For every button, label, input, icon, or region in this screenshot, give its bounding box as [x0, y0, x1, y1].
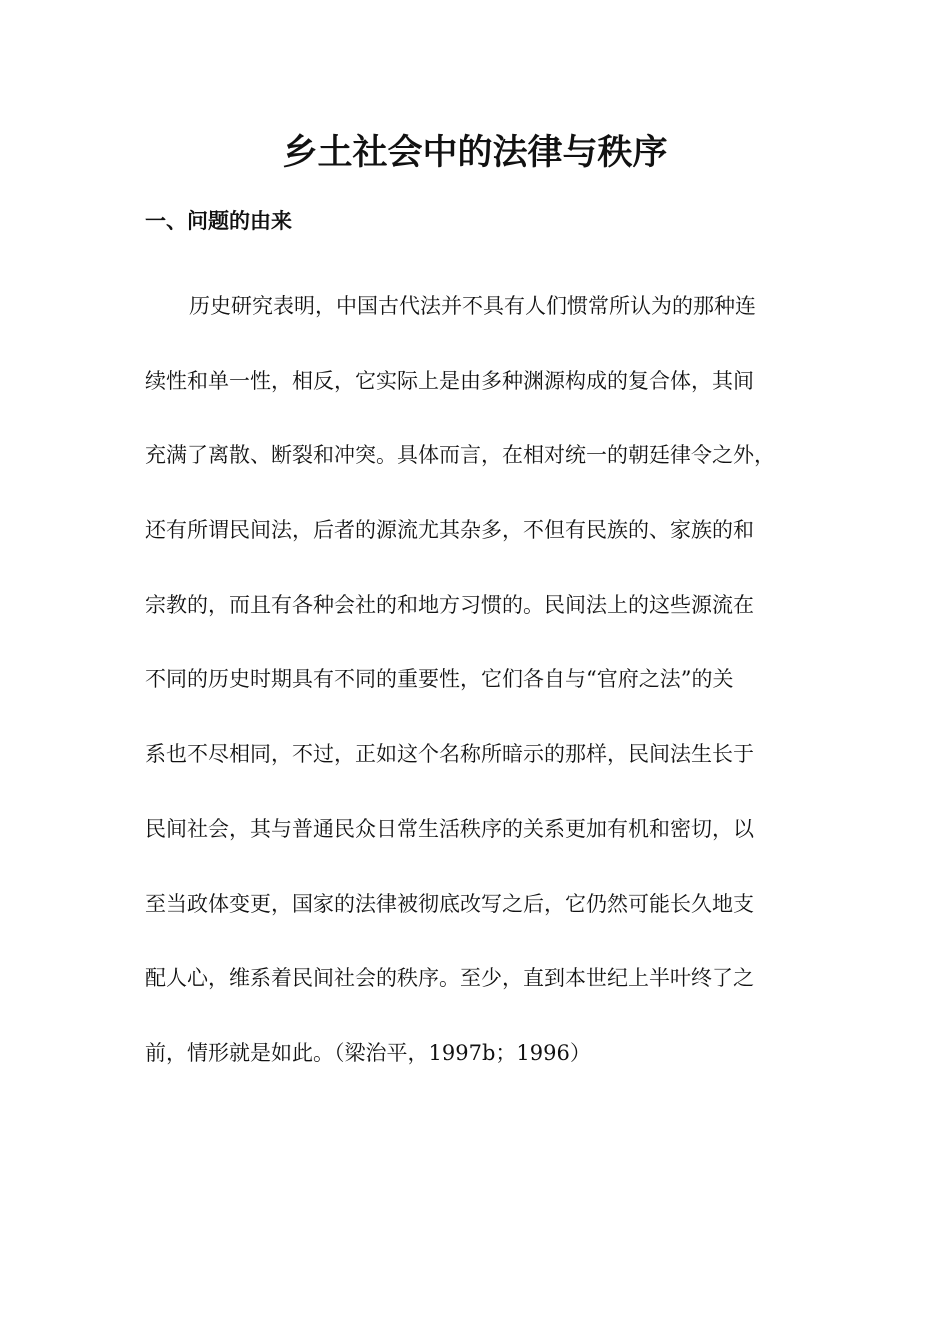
paragraph-line: 配人心，维系着民间社会的秩序。至少，直到本世纪上半叶终了之: [145, 966, 754, 991]
paragraph-line: 续性和单一性，相反，它实际上是由多种渊源构成的复合体，其间: [145, 368, 754, 393]
body-paragraph: [145, 286, 810, 1108]
paragraph-line: 历史研究表明，中国古代法并不具有人们惯常所认为的那种连: [189, 294, 756, 318]
document-title: 乡土社会中的法律与秩序: [282, 133, 668, 173]
paragraph-line: 至当政体变更，国家的法律被彻底改写之后，它仍然可能长久地支: [145, 891, 754, 916]
paragraph-line: 不同的历史时期具有不同的重要性，它们各自与“官府之法”的关: [145, 667, 734, 692]
paragraph-line: 充满了离散、断裂和冲突。具体而言，在相对统一的朝廷律令之外，: [145, 443, 775, 468]
paragraph-line: 还有所谓民间法，后者的源流尤其杂多，不但有民族的、家族的和: [145, 518, 754, 543]
section-heading: 一、问题的由来: [145, 208, 292, 233]
paragraph-line: 宗教的，而且有各种会社的和地方习惯的。民间法上的这些源流在: [145, 592, 754, 617]
paragraph-line: 前，情形就是如此。（梁治平，1997b；1996）: [145, 1040, 591, 1065]
paragraph-line: 民间社会，其与普通民众日常生活秩序的关系更加有机和密切，以: [145, 816, 754, 841]
paragraph-line: 系也不尽相同，不过，正如这个名称所暗示的那样，民间法生长于: [145, 742, 754, 767]
